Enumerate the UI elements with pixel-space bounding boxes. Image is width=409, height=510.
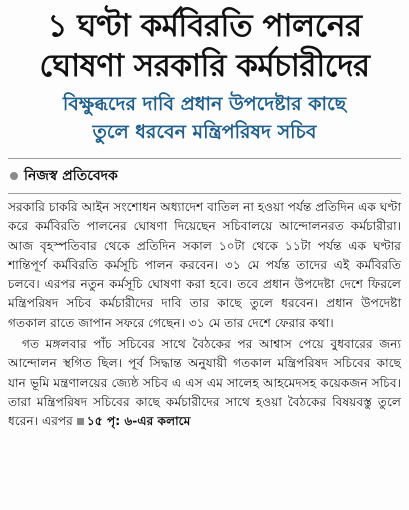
byline-bar	[8, 158, 401, 193]
subheadline-line-2: তুলে ধরবেন মন্ত্রিপরিষদ সচিব	[92, 121, 317, 143]
article-body	[8, 193, 401, 432]
subheadline-line-1: বিক্ষুব্ধদের দাবি প্রধান উপদেষ্টার কাছে	[62, 93, 347, 115]
paragraph-1: সরকারি চাকরি আইন সংশোধন অধ্যাদেশ বাতিল না হওয়া পর্যন্ত প্রতিদিন এক ঘণ্টা করে কর্মবিরতি পালনের ঘোষণা দিয়েছেন সচিবালয়ে আন্দোলনরত কর্মচারীরা। আজ বৃহস্পতিবার থেকে প্রতিদিন সকাল ১০টা থেকে ১১টা পর্যন্ত এক ঘণ্টার শান্তিপূর্ণ কর্মবিরতি কর্মসূচি পালন করবেন। ৩১ মে পর্যন্ত তাদের এই কর্মবিরতি চলবে। এরপর নতুন কর্মসূচি ঘোষণা করা হবে। তবে প্রধান উপদেষ্টা দেশে ফিরলে মন্ত্রিপরিষদ সচিব কর্মচারীদের দাবি তার কাছে তুলে ধরবেন। প্রধান উপদেষ্টা গতকাল রাতে জাপান সফরে গেছেন। ৩১ মে তার দেশে ফেরার কথা।	[8, 200, 401, 330]
bullet-icon	[10, 172, 18, 180]
headline	[0, 0, 409, 86]
headline-line-2: ঘোষণা সরকারি কর্মচারীদের	[39, 48, 370, 84]
paragraph-2-text: গত মঙ্গলবার পাঁচ সচিবের সাথে বৈঠকের পর আশ্বাস পেয়ে বুধবারের জন্য আন্দোলন স্থগিত ছিল। পূর্ব সিদ্ধান্ত অনুযায়ী গতকাল মন্ত্রিপরিষদ সচিবের কাছে যান ভূমি মন্ত্রণালয়ের জ্যেষ্ঠ সচিব এ এস এম সালেহ আহমেদসহ কয়েকজন সচিব। তারা মন্ত্রিপরিষদ সচিবের কাছে কর্মচারীদের সাথে হওয়া বৈঠকের বিষয়বস্তু তুলে ধরেন। এরপর	[8, 337, 401, 429]
square-bullet-icon	[77, 418, 84, 425]
continuation-jump: ১৫ পৃ: ৬-এর কলামে	[86, 414, 191, 429]
byline: নিজস্ব প্রতিবেদক	[24, 168, 118, 184]
headline-line-1: ১ ঘণ্টা কর্মবিরতি পালনের	[47, 8, 362, 44]
subheadline	[0, 90, 409, 146]
paragraph-2	[8, 335, 401, 431]
